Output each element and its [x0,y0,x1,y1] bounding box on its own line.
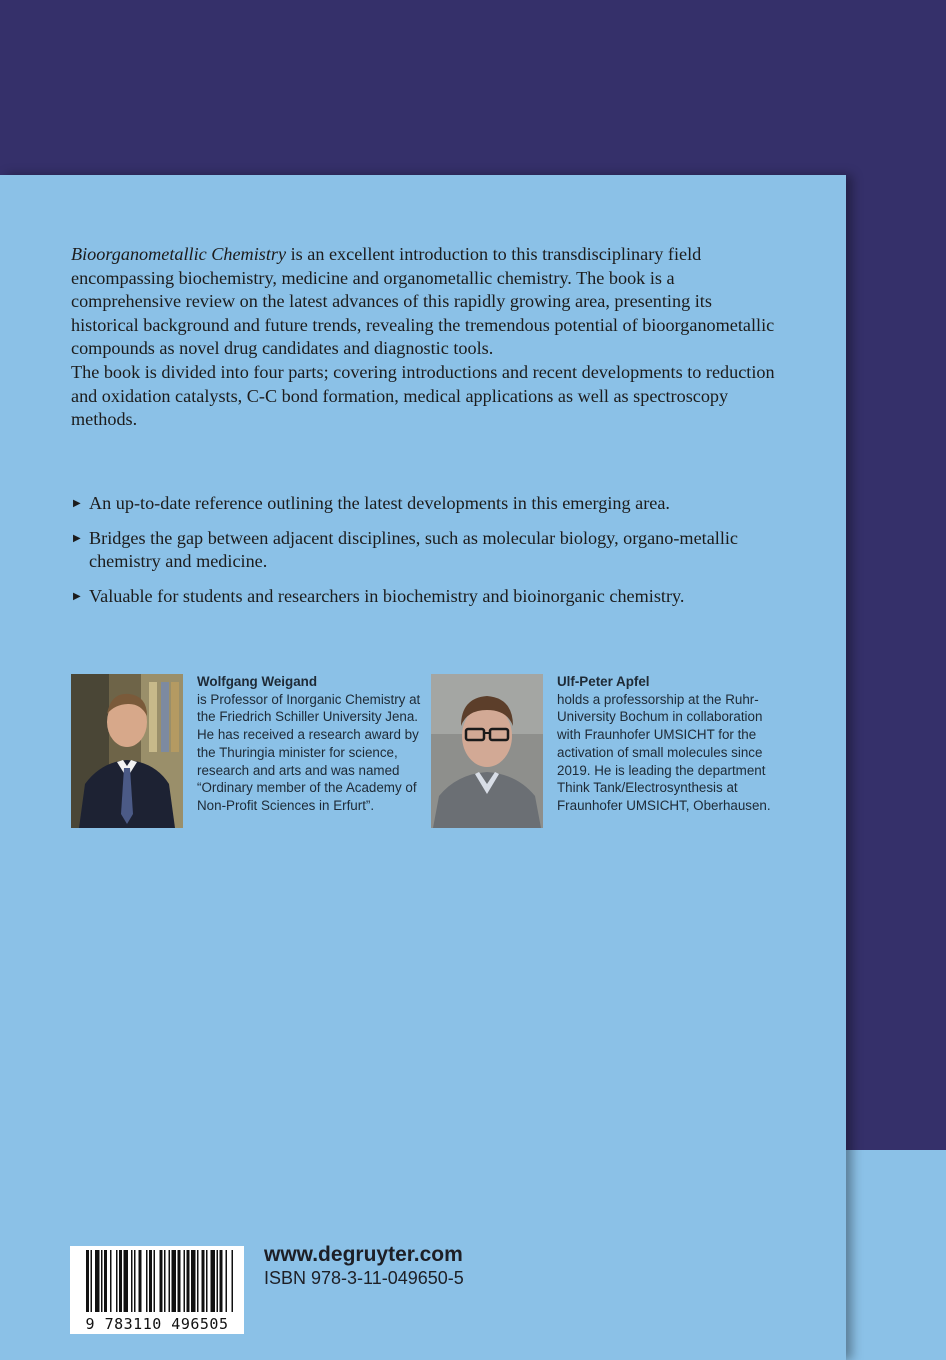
book-title: Bioorganometallic Chemistry [71,244,287,264]
intro-paragraph-2: The book is divided into four parts; covering introductions and recent developments to reduction and oxidation catalysts, C-C bond formation, medical applications as well as spectroscopy methods. [71,361,775,430]
author-name: Wolfgang Weigand [197,674,318,689]
barcode-bar [217,1250,219,1312]
barcode-bar [187,1250,190,1312]
list-item-text: An up-to-date reference outlining the latest developments in this emerging area. [89,493,670,513]
barcode-bar [110,1250,112,1312]
barcode-bar [131,1250,133,1312]
intro-paragraph-1 [71,243,781,361]
barcode-digits: 9 783110 496505 [85,1315,229,1333]
author-bio-weigand [197,673,422,815]
barcode-bar [139,1250,142,1312]
barcode-bar [178,1250,181,1312]
barcode-bar [119,1250,122,1312]
list-item-text: Bridges the gap between adjacent disciplines, such as molecular biology, organo-metallic chemistry and medicine. [89,527,738,572]
barcode-bar [134,1250,136,1312]
barcode-bar [101,1250,103,1312]
barcode-bar [154,1250,156,1312]
barcode-bar [184,1250,186,1312]
right-edge-strip [846,1150,946,1360]
triangle-bullet-icon: ▶ [73,532,81,544]
barcode-bar [232,1250,234,1312]
isbn-number: ISBN 978-3-11-049650-5 [264,1268,464,1288]
barcode-icon [70,1246,244,1318]
barcode-bar [86,1250,89,1312]
barcode-bar [169,1250,171,1312]
barcode-bar [164,1250,166,1312]
barcode-bar [220,1250,223,1312]
list-item-text: Valuable for students and researchers in biochemistry and bioinorganic chemistry. [89,585,685,606]
barcode-bar [91,1250,93,1312]
barcode-bar [211,1250,216,1312]
isbn-barcode [70,1246,244,1334]
barcode-bar [191,1250,196,1312]
feature-list [71,492,791,619]
author-name: Ulf-Peter Apfel [557,674,650,689]
barcode-bar [226,1250,228,1312]
barcode-bar [202,1250,205,1312]
triangle-bullet-icon: ▶ [73,498,81,509]
list-item [71,492,791,516]
author-bio-text: holds a professorship at the Ruhr-University Bochum in collaboration with Fraunhofer UMSICHT for the activation of small molecules since 2019. He is leading the department Think Tank/Electrosynthesis at Fraunhofer UMSICHT, Oberhausen. [557,691,771,813]
barcode-bar [160,1250,163,1312]
publisher-website[interactable]: www.degruyter.com [264,1243,463,1266]
barcode-bar [104,1250,107,1312]
list-item [71,585,791,609]
barcode-bar [172,1250,177,1312]
barcode-bar [95,1250,100,1312]
barcode-bar [124,1250,129,1312]
triangle-bullet-icon: ▶ [73,590,81,602]
intro-paragraph-1-text: is an excellent introduction to this transdisciplinary field encompassing biochemistry, medicine and organometallic chemistry. The book is a comprehensive review on the latest advances of this rapidly growing area, presenting its historical background and future trends, revealing the tremendous potential of bioorganometallic compounds as novel drug candidates and diagnostic tools. [71,244,775,359]
barcode-bar [206,1250,208,1312]
author-photo-apfel [431,674,543,828]
barcode-bar [146,1250,148,1312]
list-item [71,527,791,574]
barcode-bar [149,1250,152,1312]
author-photo-weigand [71,674,183,828]
author-bio-text: is Professor of Inorganic Chemistry at the Friedrich Schiller University Jena. He has received a research award by the Thuringia minister for science, research and arts and was named “Ordinary member of the Academy of Non-Profit Sciences in Erfurt”. [197,691,421,813]
author-bio-apfel [557,673,772,815]
barcode-bar [197,1250,199,1312]
barcode-bar [116,1250,118,1312]
intro-text [71,243,781,432]
